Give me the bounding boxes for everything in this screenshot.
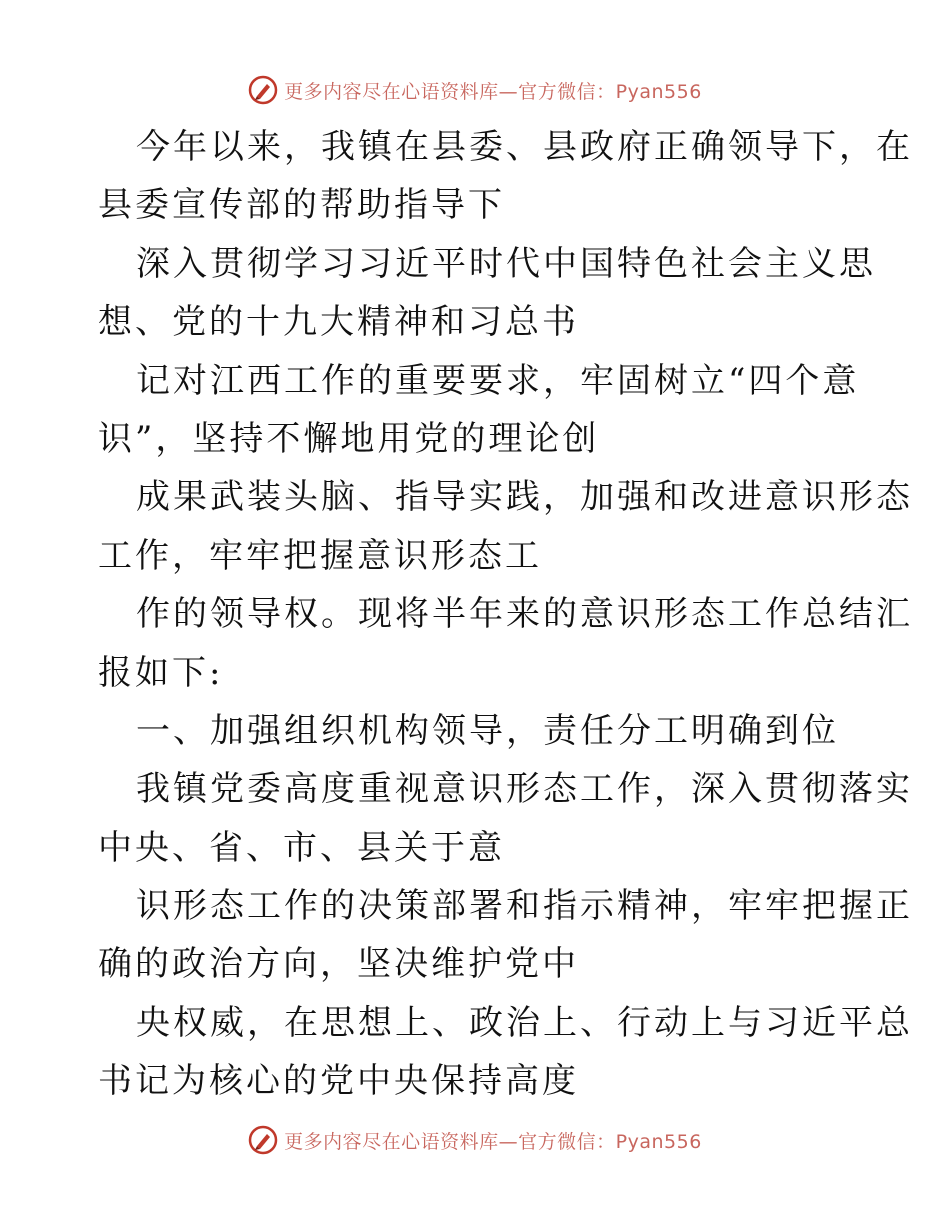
header-banner-text: 更多内容尽在心语资料库—官方微信：Pyan556 — [284, 80, 702, 103]
paragraph-line: 县委宣传部的帮助指导下 — [98, 185, 505, 226]
paragraph-line: 我镇党委高度重视意识形态工作，深入贯彻落实 — [136, 769, 913, 810]
pen-logo-icon — [248, 75, 278, 105]
footer-banner-text: 更多内容尽在心语资料库—官方微信：Pyan556 — [284, 1130, 702, 1153]
document-body — [98, 118, 913, 1111]
paragraph-line: 今年以来，我镇在县委、县政府正确领导下，在 — [136, 127, 913, 167]
paragraph-line: 识”，坚持不懈地用党的理论创 — [98, 418, 600, 459]
paragraph-line: 报如下: — [98, 652, 224, 693]
paragraph-line: 识形态工作的决策部署和指示精神，牢牢把握正 — [136, 886, 913, 927]
footer-banner — [0, 1120, 950, 1160]
paragraph-line: 工作，牢牢把握意识形态工 — [98, 535, 542, 576]
paragraph-line: 成果武装头脑、指导实践，加强和改进意识形态 — [136, 477, 913, 518]
paragraph-line: 深入贯彻学习习近平时代中国特色社会主义思 — [136, 243, 876, 284]
paragraph-line: 确的政治方向，坚决维护党中 — [98, 944, 579, 985]
header-banner — [0, 70, 950, 110]
section-heading: 一、加强组织机构领导，责任分工明确到位 — [136, 710, 839, 751]
paragraph-line: 书记为核心的党中央保持高度 — [98, 1061, 579, 1102]
pen-logo-icon — [248, 1125, 278, 1155]
paragraph-line: 作的领导权。现将半年来的意识形态工作总结汇 — [136, 594, 913, 635]
paragraph-line: 想、党的十九大精神和习总书 — [98, 302, 579, 343]
paragraph-line: 中央、省、市、县关于意 — [98, 827, 505, 868]
paragraph-line: 央权威，在思想上、政治上、行动上与习近平总 — [136, 1002, 913, 1043]
paragraph-line: 记对江西工作的重要要求，牢固树立“四个意 — [136, 360, 860, 401]
